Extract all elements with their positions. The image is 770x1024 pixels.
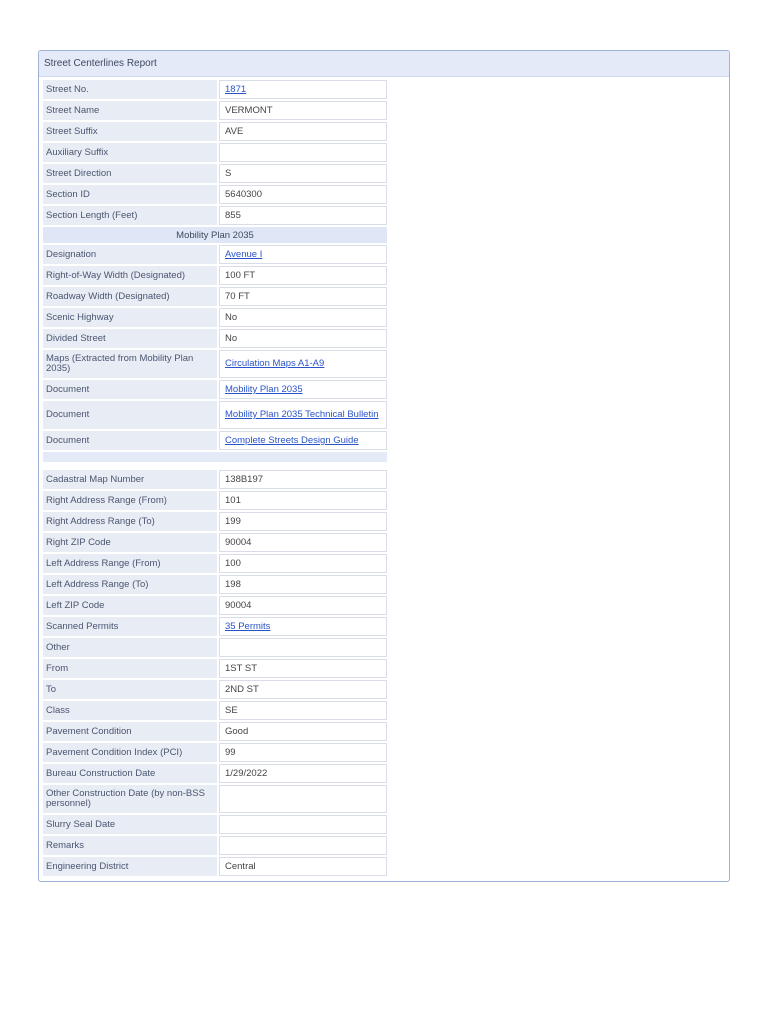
field-value: S [219,164,387,183]
report-row-pavement-condition [43,722,387,741]
report-row-bureau-construction-date [43,764,387,783]
field-value: 90004 [219,533,387,552]
field-label: Document [43,380,217,399]
field-value: Good [219,722,387,741]
field-label: Right Address Range (To) [43,512,217,531]
report-row-scanned-permits [43,617,387,636]
report-row-other [43,638,387,657]
report-row-street-no [43,80,387,99]
field-label: Pavement Condition Index (PCI) [43,743,217,762]
report-row-street-name [43,101,387,120]
field-value [219,431,387,450]
field-value: 70 FT [219,287,387,306]
field-label: Left Address Range (To) [43,575,217,594]
field-label: Bureau Construction Date [43,764,217,783]
field-value: 199 [219,512,387,531]
field-label: Cadastral Map Number [43,470,217,489]
field-value: 1/29/2022 [219,764,387,783]
field-label: Left Address Range (From) [43,554,217,573]
field-label: Other [43,638,217,657]
field-label: Right-of-Way Width (Designated) [43,266,217,285]
field-value: VERMONT [219,101,387,120]
report-row-section-id [43,185,387,204]
field-label: Section Length (Feet) [43,206,217,225]
field-label: Slurry Seal Date [43,815,217,834]
report-row-left-address-range-from [43,554,387,573]
report-row-right-zip-code [43,533,387,552]
report-row-left-zip-code [43,596,387,615]
field-value [219,401,387,429]
report-title: Street Centerlines Report [39,51,729,77]
field-value [219,836,387,855]
field-value [219,80,387,99]
field-label: Scanned Permits [43,617,217,636]
field-value: 99 [219,743,387,762]
field-value: 100 [219,554,387,573]
field-value [219,815,387,834]
field-label: Divided Street [43,329,217,348]
field-label: Street No. [43,80,217,99]
field-value [219,143,387,162]
circulation-maps-a1-a9-link[interactable]: Circulation Maps A1-A9 [225,358,325,369]
field-value: 198 [219,575,387,594]
field-value [219,617,387,636]
mobility-plan-2035-technical-bulletin-link[interactable]: Mobility Plan 2035 Technical Bulletin [225,409,379,420]
field-label: Class [43,701,217,720]
field-value [219,245,387,264]
report-row-class [43,701,387,720]
field-label: Engineering District [43,857,217,876]
report-row-document [43,380,387,399]
report-row-cadastral-map-number [43,470,387,489]
report-table [41,78,389,878]
report-row-pavement-condition-index-pci [43,743,387,762]
field-label: Left ZIP Code [43,596,217,615]
report-row-auxiliary-suffix [43,143,387,162]
report-row-slurry-seal-date [43,815,387,834]
35-permits-link[interactable]: 35 Permits [225,621,271,632]
report-row-street-suffix [43,122,387,141]
field-label: Right Address Range (From) [43,491,217,510]
report-row-maps-extracted-from-mobility-plan-2035 [43,350,387,378]
avenue-i-link[interactable]: Avenue I [225,249,263,260]
field-label: Document [43,401,217,429]
report-row-divided-street [43,329,387,348]
field-value [219,638,387,657]
field-value [219,785,387,813]
field-value: No [219,329,387,348]
field-label: Auxiliary Suffix [43,143,217,162]
report-row-right-address-range-to [43,512,387,531]
field-label: Remarks [43,836,217,855]
field-value: 101 [219,491,387,510]
report-row-document [43,431,387,450]
field-label: Right ZIP Code [43,533,217,552]
field-value: 1ST ST [219,659,387,678]
field-value: Central [219,857,387,876]
field-value: SE [219,701,387,720]
report-row-other-construction-date-by-non-bss-personnel [43,785,387,813]
field-value: 2ND ST [219,680,387,699]
report-row-scenic-highway [43,308,387,327]
field-value: 100 FT [219,266,387,285]
field-label: From [43,659,217,678]
section-divider [43,452,387,462]
report-row-document [43,401,387,429]
field-label: Scenic Highway [43,308,217,327]
1871-link[interactable]: 1871 [225,84,247,95]
field-label: Designation [43,245,217,264]
report-row-engineering-district [43,857,387,876]
field-label: Roadway Width (Designated) [43,287,217,306]
report-row-section-length-feet [43,206,387,225]
report-row-from [43,659,387,678]
report-row-right-address-range-from [43,491,387,510]
report-row-street-direction [43,164,387,183]
field-value [219,380,387,399]
field-value [219,350,387,378]
field-label: Street Suffix [43,122,217,141]
field-value: 855 [219,206,387,225]
field-label: To [43,680,217,699]
field-label: Document [43,431,217,450]
row-gap [43,464,387,468]
report-row-designation [43,245,387,264]
report-row-roadway-width-designated [43,287,387,306]
report-row-left-address-range-to [43,575,387,594]
report-row-to [43,680,387,699]
field-value: 138B197 [219,470,387,489]
section-header-mobility-plan: Mobility Plan 2035 [43,227,387,243]
report-row-right-of-way-width-designated [43,266,387,285]
field-label: Street Name [43,101,217,120]
street-centerlines-report-panel [38,50,730,882]
field-label: Other Construction Date (by non-BSS personnel) [43,785,217,813]
field-label: Maps (Extracted from Mobility Plan 2035) [43,350,217,378]
field-label: Section ID [43,185,217,204]
complete-streets-design-guide-link[interactable]: Complete Streets Design Guide [225,435,359,446]
field-label: Street Direction [43,164,217,183]
field-label: Pavement Condition [43,722,217,741]
field-value: No [219,308,387,327]
mobility-plan-2035-link[interactable]: Mobility Plan 2035 [225,384,303,395]
field-value: AVE [219,122,387,141]
field-value: 90004 [219,596,387,615]
report-row-remarks [43,836,387,855]
field-value: 5640300 [219,185,387,204]
